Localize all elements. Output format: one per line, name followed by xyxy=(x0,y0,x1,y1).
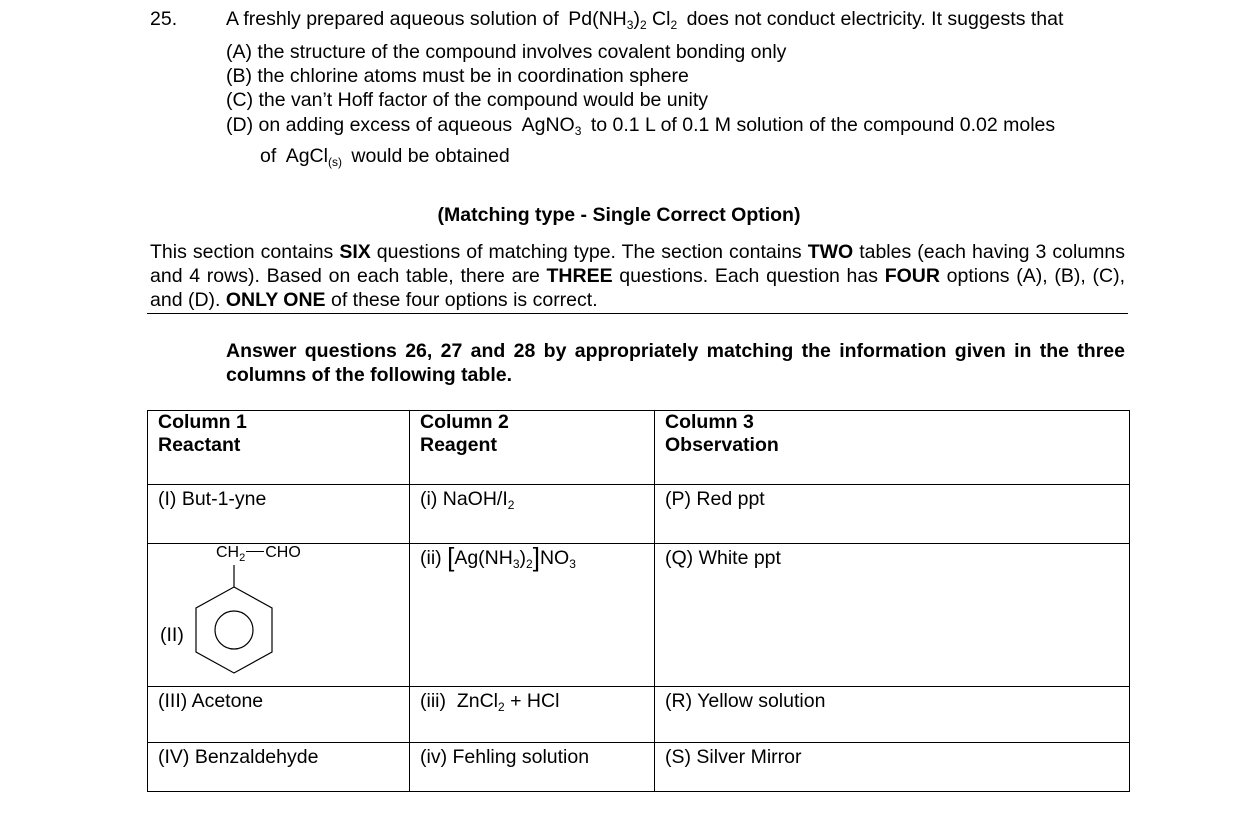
observation-label: (P) Red ppt xyxy=(665,488,765,510)
paragraph-text: of these four options is correct. xyxy=(325,289,598,311)
option-d-cont-part: of xyxy=(260,145,277,167)
option-a: (A) the structure of the compound involves covalent bonding only xyxy=(226,41,787,63)
emphasis-text: SIX xyxy=(339,241,371,263)
emphasis-text: TWO xyxy=(807,241,854,263)
table-header-row xyxy=(148,411,1130,485)
chem-part: AgCl xyxy=(285,145,328,167)
observation-cell xyxy=(655,544,1130,687)
reactant-cell xyxy=(148,687,410,743)
observation-cell xyxy=(655,687,1130,743)
reactant-cell xyxy=(148,743,410,792)
formula-sub: 2 xyxy=(639,18,647,32)
header-line: Reagent xyxy=(420,434,497,456)
emphasis-text: ONLY ONE xyxy=(225,289,326,311)
compound-formula xyxy=(568,8,682,30)
reagent-prefix: (ii) xyxy=(420,547,442,569)
reagent-sub: 2 xyxy=(498,700,505,714)
paragraph-text: tables (each having 3 columns and 4 rows). Based on each table, there are xyxy=(150,241,1125,287)
header-column-3 xyxy=(655,411,1130,485)
header-column-1 xyxy=(148,411,410,485)
formula-part: Cl xyxy=(646,8,671,30)
paragraph-text: options (A), (B), (C), and (D). xyxy=(150,265,1125,311)
header-line: Column 2 xyxy=(420,411,509,433)
reactant-label: (IV) Benzaldehyde xyxy=(158,746,319,768)
ch2-text: CH xyxy=(216,544,240,561)
header-line: Observation xyxy=(665,434,779,456)
reagent-cell xyxy=(410,743,655,792)
paragraph-text: This section contains xyxy=(150,241,340,263)
section-instructions xyxy=(150,240,1125,312)
reagent-label: (iv) Fehling solution xyxy=(420,746,590,768)
paragraph-text: questions of matching type. The section contains xyxy=(370,241,808,263)
reagent-sub: 2 xyxy=(526,557,533,571)
table-row xyxy=(148,485,1130,544)
reagent-part: + HCl xyxy=(504,690,560,712)
matching-table xyxy=(147,410,1130,792)
cho-text: CHO xyxy=(265,544,301,561)
observation-cell xyxy=(655,485,1130,544)
question-number: 25. xyxy=(150,8,178,30)
emphasis-text: FOUR xyxy=(884,265,940,287)
formula-sub: 2 xyxy=(670,18,678,32)
option-d-part: to 0.1 L of 0.1 M solution of the compound 0.02 moles xyxy=(590,114,1056,136)
formula-sub: 3 xyxy=(626,18,634,32)
reagent-sub: 2 xyxy=(507,498,515,512)
option-c: (C) the van’t Hoff factor of the compound would be unity xyxy=(226,89,708,111)
reactant-label: (I) But-1-yne xyxy=(158,488,267,510)
table-row xyxy=(148,743,1130,792)
option-d-part: (D) on adding excess of aqueous xyxy=(226,114,513,136)
header-line: Reactant xyxy=(158,434,241,456)
observation-label: (Q) White ppt xyxy=(665,547,781,569)
chem-sub: (s) xyxy=(327,155,342,169)
reagent-label: (i) NaOH/I xyxy=(420,488,508,510)
option-d-chem xyxy=(522,114,582,136)
section-heading: (Matching type - Single Correct Option) xyxy=(437,204,801,226)
reagent-sub: 3 xyxy=(512,557,520,571)
emphasis-text: THREE xyxy=(546,265,613,287)
reactant-cell xyxy=(148,544,410,687)
reagent-part: ZnCl xyxy=(456,690,498,712)
reactant-label: (III) Acetone xyxy=(158,690,264,712)
header-line: Column 3 xyxy=(665,411,754,433)
reactant-cell xyxy=(148,485,410,544)
formula-part: Pd(NH xyxy=(568,8,627,30)
reagent-cell xyxy=(410,687,655,743)
chem-sub: 3 xyxy=(574,124,582,138)
question-stem xyxy=(226,8,1063,31)
table-row xyxy=(148,544,1130,687)
reactant-label: (II) xyxy=(160,624,184,646)
stem-after: does not conduct electricity. It suggests that xyxy=(686,8,1064,30)
observation-label: (R) Yellow solution xyxy=(665,690,826,712)
reagent-sub: 3 xyxy=(569,557,576,571)
matching-instruction: Answer questions 26, 27 and 28 by appropriately matching the information given in the three columns of the following table. xyxy=(226,340,1125,386)
observation-cell xyxy=(655,743,1130,792)
ch2-sub: 2 xyxy=(239,552,246,564)
option-d-continuation xyxy=(260,145,510,168)
divider-rule xyxy=(147,313,1128,314)
formula-part: ) xyxy=(633,8,640,30)
reagent-part: Ag(NH xyxy=(454,547,513,569)
option-d xyxy=(226,114,1055,137)
bracket-open: [ xyxy=(447,542,455,572)
chem-part: AgNO xyxy=(521,114,575,136)
benzene-ring-icon xyxy=(188,560,288,686)
header-column-2 xyxy=(410,411,655,485)
reagent-prefix: (iii) xyxy=(420,690,446,712)
option-b: (B) the chlorine atoms must be in coordination sphere xyxy=(226,65,689,87)
bracket-close: ] xyxy=(532,542,540,572)
reagent-cell xyxy=(410,544,655,687)
reagent-cell xyxy=(410,485,655,544)
table-row xyxy=(148,687,1130,743)
header-line: Column 1 xyxy=(158,411,247,433)
stem-before: A freshly prepared aqueous solution of xyxy=(226,8,559,30)
bond-line xyxy=(246,551,264,552)
reagent-part: NO xyxy=(539,547,570,569)
paragraph-text: questions. Each question has xyxy=(612,265,885,287)
option-d-cont-part: would be obtained xyxy=(351,145,510,167)
observation-label: (S) Silver Mirror xyxy=(665,746,802,768)
reagent-part: ) xyxy=(519,547,527,569)
option-d-cont-chem xyxy=(286,145,342,167)
